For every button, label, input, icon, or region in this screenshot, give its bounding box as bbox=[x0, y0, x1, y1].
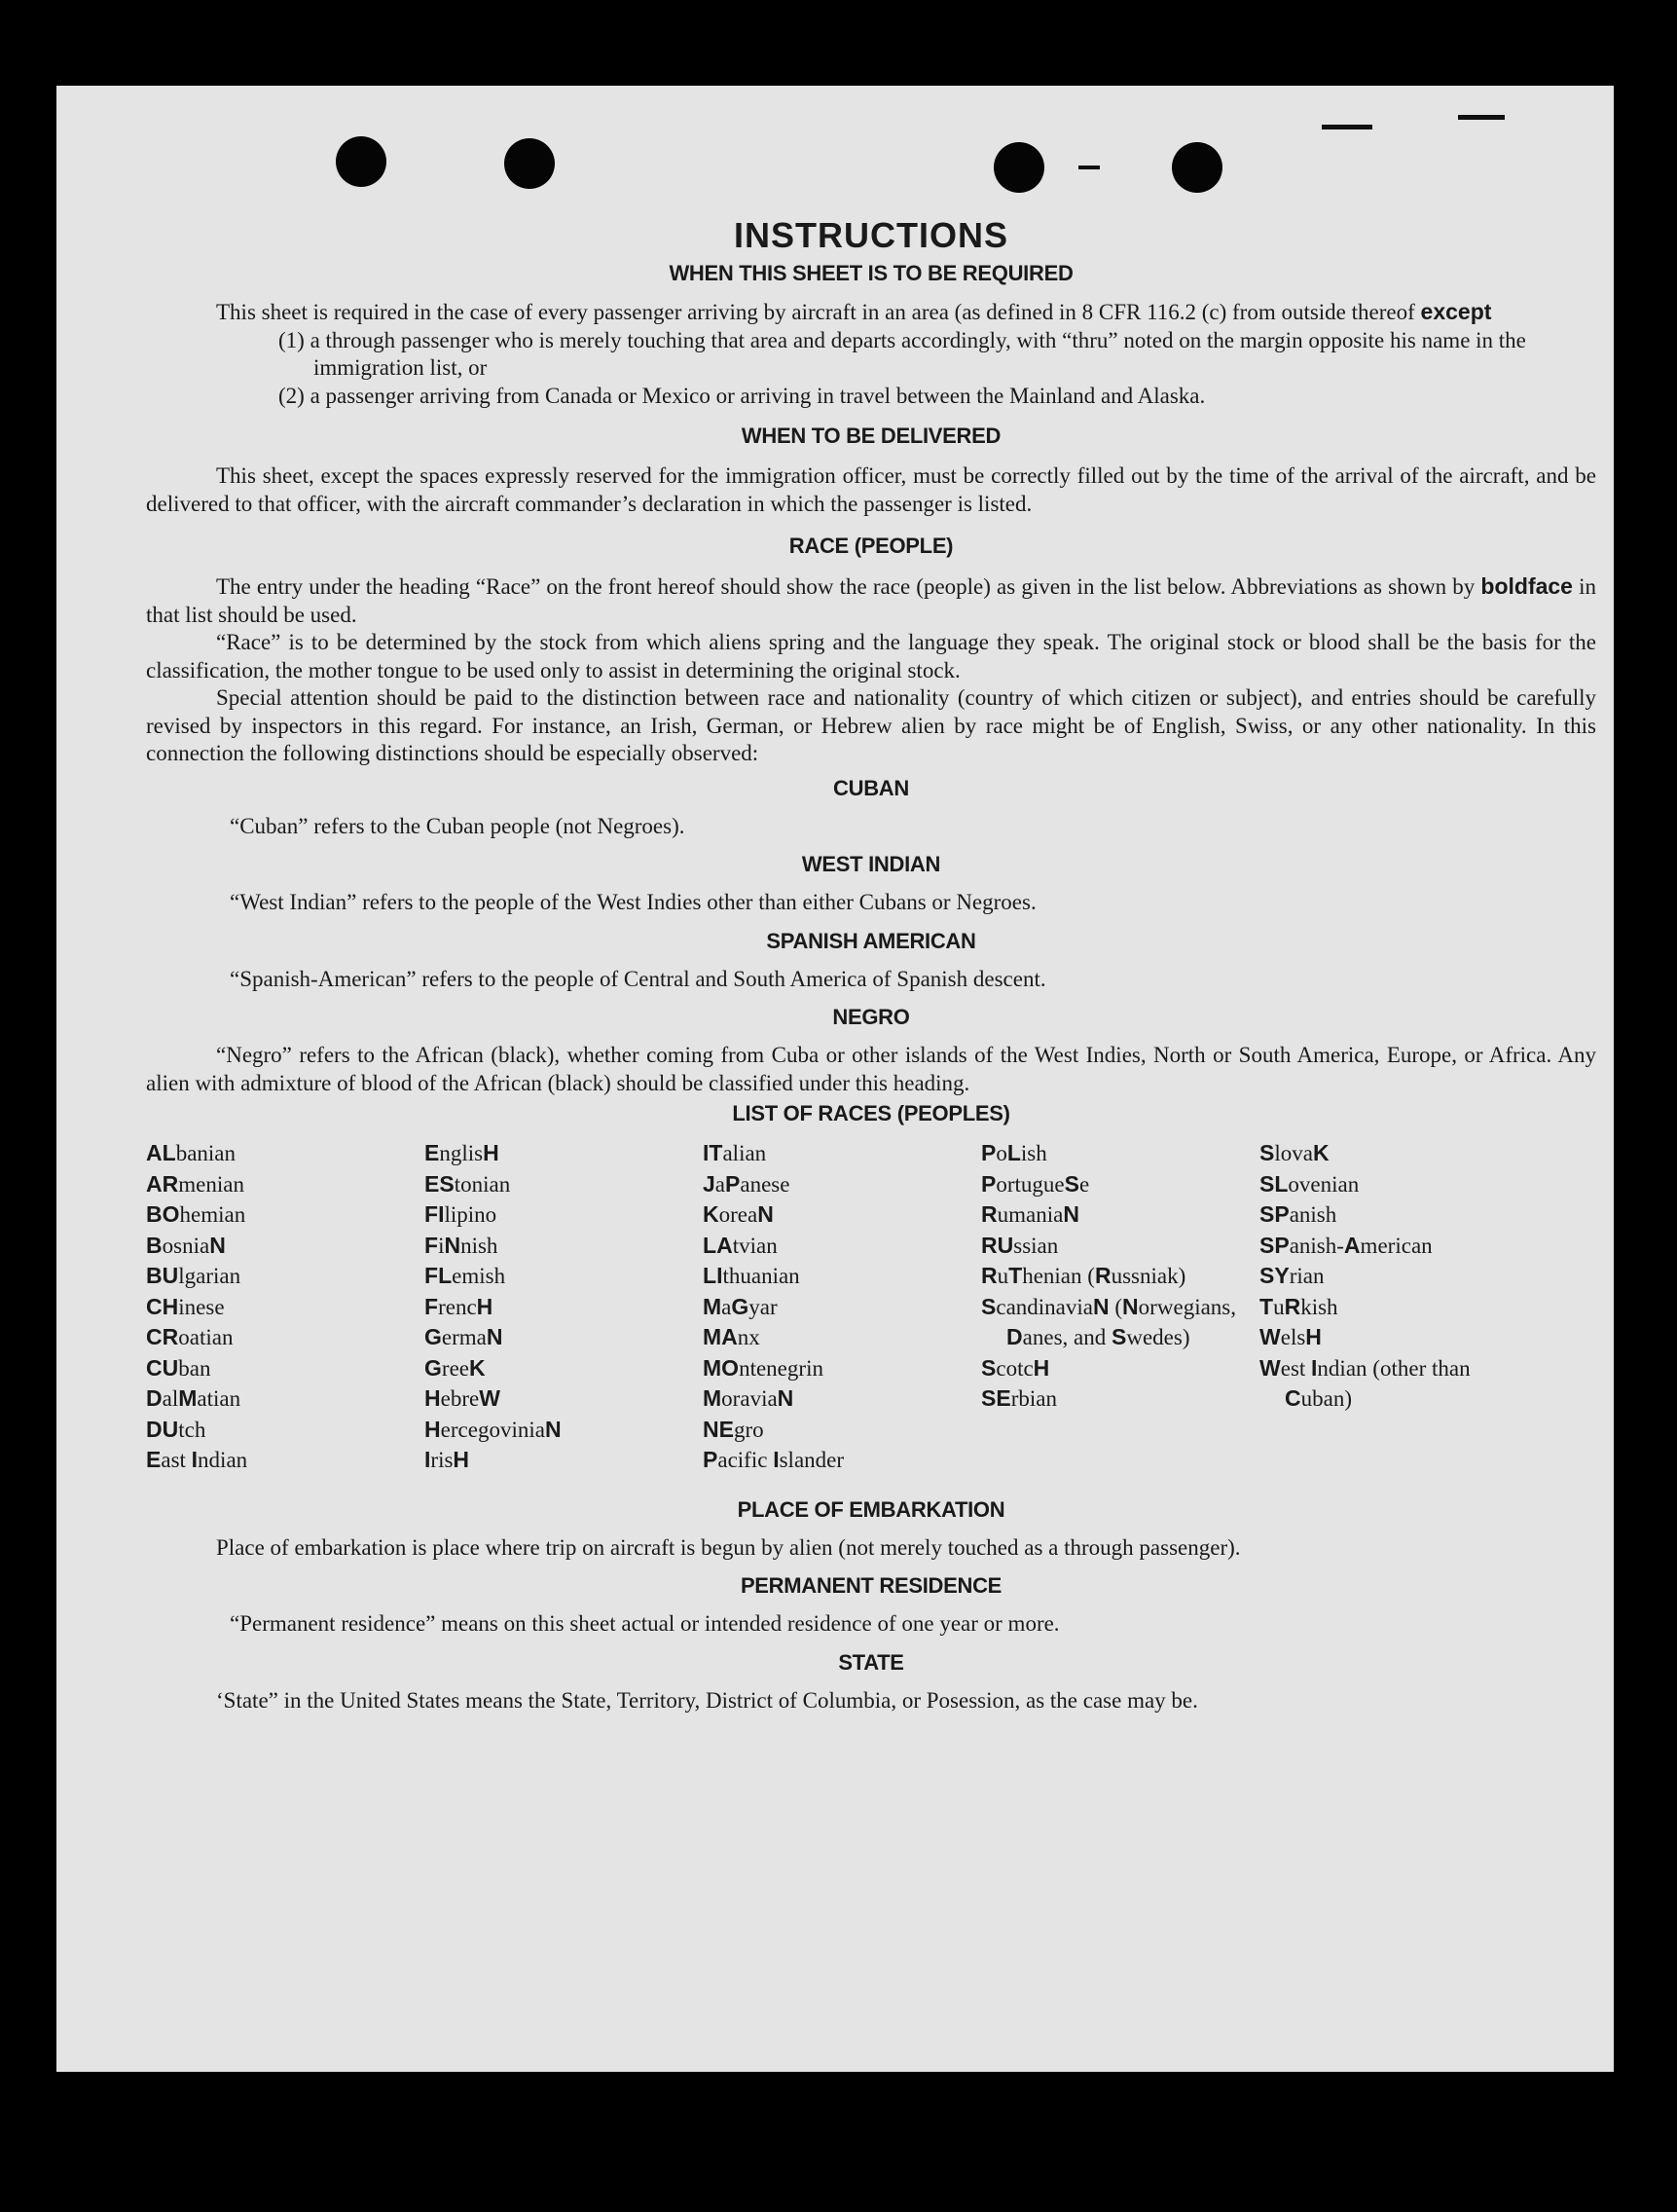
section-heading-spanish-american: SPANISH AMERICAN bbox=[766, 928, 976, 953]
list-item: ScandinaviaN (Norwegians, Danes, and Swedes) bbox=[981, 1293, 1236, 1349]
race-para-3: Special attention should be paid to the distinction between race and nationality (country of which citizen or subject), and entries should be carefully revised by inspectors in this regard. For instance, an Irish, German, or Hebrew alien by race might be of English, Swiss, or any other nationality. In this connection the following distinctions should be especially observed: bbox=[146, 685, 1596, 765]
list-item: EnglisH bbox=[424, 1140, 499, 1165]
list-item: ALbanian bbox=[146, 1140, 237, 1165]
punch-hole bbox=[336, 136, 386, 187]
list-item: West Indian (other than Cuban) bbox=[1259, 1354, 1471, 1411]
list-item: SPanish-American bbox=[1259, 1232, 1433, 1258]
list-item: MAnx bbox=[703, 1324, 760, 1349]
except-bold: except bbox=[1420, 299, 1492, 324]
list-item: PoLish bbox=[981, 1140, 1047, 1165]
section-heading-west-indian: WEST INDIAN bbox=[801, 852, 941, 876]
list-item: ScotcH bbox=[981, 1354, 1050, 1381]
list-item: FrencH bbox=[424, 1293, 493, 1319]
list-item: IrisH bbox=[424, 1447, 470, 1472]
list-item: FLemish bbox=[424, 1263, 506, 1288]
required-item-1: (1) a through passenger who is merely touching that area and departs accordingly, with “thru” noted on the margin opposite his name in the immigration list, or bbox=[278, 327, 1526, 380]
cuban-text: “Cuban” refers to the Cuban people (not Negroes). bbox=[230, 813, 685, 838]
list-item: WelsH bbox=[1259, 1324, 1322, 1349]
list-item: ARmenian bbox=[146, 1170, 244, 1197]
list-item: RUssian bbox=[981, 1232, 1059, 1258]
list-item: SErbian bbox=[981, 1385, 1057, 1411]
race-column bbox=[1259, 1138, 1538, 1476]
list-item: EStonian bbox=[424, 1170, 511, 1197]
list-item: RuThenian (Russniak) bbox=[981, 1263, 1186, 1288]
ink-mark bbox=[1322, 125, 1372, 129]
residence-text: “Permanent residence” means on this sheet actual or intended residence of one year or more. bbox=[230, 1611, 1060, 1636]
spanish-american-text: “Spanish-American” refers to the people of Central and South America of Spanish descent. bbox=[230, 966, 1046, 991]
list-item: DUtch bbox=[146, 1416, 206, 1442]
required-item-2: (2) a passenger arriving from Canada or Mexico or arriving in travel between the Mainland and Alaska. bbox=[278, 383, 1206, 408]
list-item: Pacific Islander bbox=[703, 1447, 845, 1472]
list-item: FIlipino bbox=[424, 1201, 497, 1227]
delivered-text: This sheet, except the spaces expressly reserved for the immigration officer, must be correctly filled out by the time of the arrival of the aircraft, and be delivered to that officer, with the aircraft commander’s declaration in which the passenger is listed. bbox=[146, 463, 1596, 516]
page-title: INSTRUCTIONS bbox=[734, 215, 1008, 255]
list-item: PortugueSe bbox=[981, 1170, 1090, 1197]
list-item: JaPanese bbox=[703, 1170, 790, 1197]
race-column bbox=[146, 1138, 424, 1476]
section-heading-required: WHEN THIS SHEET IS TO BE REQUIRED bbox=[669, 261, 1074, 285]
list-item: BosniaN bbox=[146, 1232, 226, 1258]
list-item: RumaniaN bbox=[981, 1201, 1079, 1227]
list-item: CHinese bbox=[146, 1293, 225, 1319]
state-text: ‘State” in the United States means the State, Territory, District of Columbia, or Posession, as the case may be. bbox=[216, 1687, 1198, 1713]
list-item: GermaN bbox=[424, 1324, 503, 1349]
punch-hole bbox=[994, 142, 1044, 193]
required-intro: This sheet is required in the case of every passenger arriving by aircraft in an area (as defined in 8 CFR 116.2 (c) from outside thereof except bbox=[216, 299, 1492, 324]
race-column bbox=[981, 1138, 1259, 1476]
list-item: CUban bbox=[146, 1354, 211, 1381]
document-page bbox=[56, 86, 1614, 2072]
list-item: HercegoviniaN bbox=[424, 1416, 562, 1442]
race-list bbox=[146, 1138, 1596, 1476]
list-item: SYrian bbox=[1259, 1263, 1325, 1288]
list-item: BOhemian bbox=[146, 1201, 246, 1227]
negro-text: “Negro” refers to the African (black), whether coming from Cuba or other islands of the West Indies, North or South America, Europe, or Africa. Any alien with admixture of blood of the African (black) should be classified under this heading. bbox=[146, 1043, 1596, 1095]
list-item: DalMatian bbox=[146, 1385, 241, 1411]
list-item: ITalian bbox=[703, 1140, 767, 1165]
list-item: HebreW bbox=[424, 1385, 500, 1411]
list-item: LAtvian bbox=[703, 1232, 778, 1258]
list-item: SlovaK bbox=[1259, 1140, 1330, 1165]
section-heading-residence: PERMANENT RESIDENCE bbox=[740, 1573, 1003, 1598]
list-item: MoraviaN bbox=[703, 1385, 794, 1411]
list-item: BUlgarian bbox=[146, 1263, 241, 1288]
section-heading-negro: NEGRO bbox=[832, 1005, 910, 1029]
list-item: KoreaN bbox=[703, 1201, 774, 1227]
list-item: MaGyar bbox=[703, 1293, 778, 1319]
section-heading-delivered: WHEN TO BE DELIVERED bbox=[741, 424, 1002, 448]
punch-hole bbox=[504, 138, 555, 189]
race-para-1: The entry under the heading “Race” on the front hereof should show the race (people) as given in the list below. Abbreviations as shown by boldface in that list should be used. bbox=[146, 573, 1597, 627]
punch-hole bbox=[1172, 142, 1222, 193]
instructions-body bbox=[146, 214, 1596, 1714]
list-item: FiNnish bbox=[424, 1232, 498, 1258]
list-item: CRoatian bbox=[146, 1324, 234, 1349]
list-item: LIthuanian bbox=[703, 1263, 800, 1288]
section-heading-race: RACE (PEOPLE) bbox=[788, 534, 954, 558]
list-item: MOntenegrin bbox=[703, 1354, 823, 1381]
list-item: SLovenian bbox=[1259, 1170, 1360, 1197]
embarkation-text: Place of embarkation is place where trip on aircraft is begun by alien (not merely touched as a through passenger). bbox=[216, 1534, 1241, 1560]
section-heading-cuban: CUBAN bbox=[833, 775, 909, 800]
race-column bbox=[424, 1138, 703, 1476]
list-item: TuRkish bbox=[1259, 1293, 1338, 1319]
list-item: NEgro bbox=[703, 1416, 764, 1442]
list-item: East Indian bbox=[146, 1447, 248, 1472]
list-item: SPanish bbox=[1259, 1201, 1337, 1227]
section-heading-embarkation: PLACE OF EMBARKATION bbox=[737, 1496, 1005, 1522]
race-column bbox=[703, 1138, 981, 1476]
west-indian-text: “West Indian” refers to the people of the West Indies other than either Cubans or Negroes. bbox=[230, 890, 1037, 914]
list-item: GreeK bbox=[424, 1354, 486, 1381]
ink-mark bbox=[1078, 166, 1100, 169]
boldface-word: boldface bbox=[1480, 573, 1573, 599]
race-para-2: “Race” is to be determined by the stock from which aliens spring and the language they speak. The original stock or blood shall be the basis for the classification, the mother tongue to be used only to assist in determining the original stock. bbox=[146, 630, 1596, 682]
section-heading-list-of-races: LIST OF RACES (PEOPLES) bbox=[732, 1101, 1010, 1125]
section-heading-state: STATE bbox=[838, 1649, 904, 1675]
ink-mark bbox=[1458, 115, 1505, 120]
